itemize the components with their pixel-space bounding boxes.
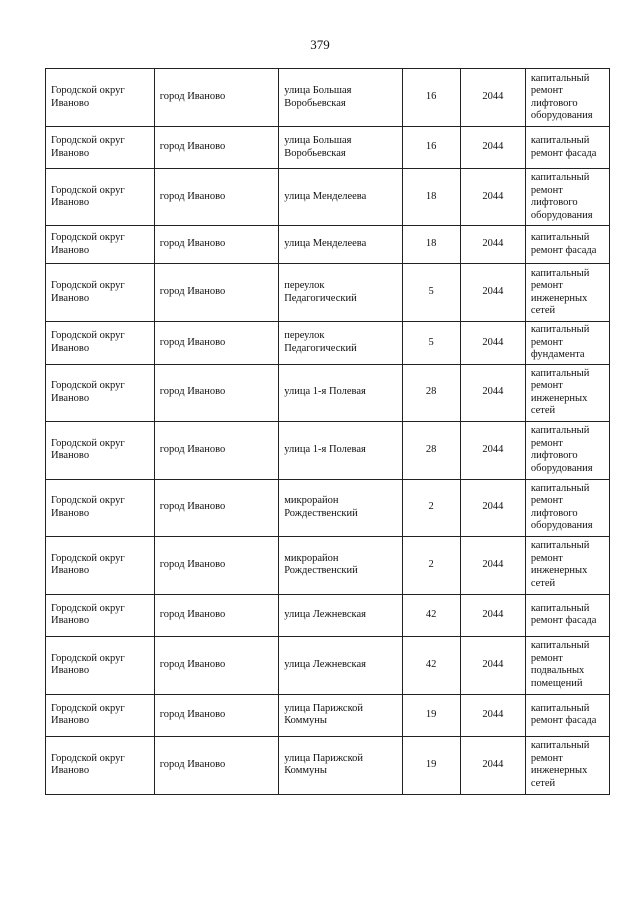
- street-cell: улица 1-я Полевая: [279, 421, 402, 479]
- city-cell: город Иваново: [154, 421, 278, 479]
- house-number-cell: 5: [402, 264, 460, 322]
- table-row: [46, 536, 610, 594]
- municipality-cell: Городской округ Иваново: [46, 594, 155, 636]
- house-number-cell: 42: [402, 594, 460, 636]
- municipality-cell: Городской округ Иваново: [46, 127, 155, 169]
- municipality-cell: Городской округ Иваново: [46, 169, 155, 226]
- municipality-cell: Городской округ Иваново: [46, 364, 155, 421]
- table-row: [46, 322, 610, 365]
- street-cell: улица Менделеева: [279, 226, 402, 264]
- city-cell: город Иваново: [154, 636, 278, 694]
- house-number-cell: 19: [402, 694, 460, 736]
- year-cell: 2044: [460, 636, 525, 694]
- city-cell: город Иваново: [154, 536, 278, 594]
- year-cell: 2044: [460, 364, 525, 421]
- year-cell: 2044: [460, 594, 525, 636]
- city-cell: город Иваново: [154, 694, 278, 736]
- house-number-cell: 28: [402, 364, 460, 421]
- table-row: [46, 594, 610, 636]
- house-number-cell: 18: [402, 169, 460, 226]
- municipality-cell: Городской округ Иваново: [46, 69, 155, 127]
- table-row: [46, 226, 610, 264]
- house-number-cell: 28: [402, 421, 460, 479]
- municipality-cell: Городской округ Иваново: [46, 421, 155, 479]
- municipality-cell: Городской округ Иваново: [46, 736, 155, 794]
- work-type-cell: капитальный ремонт подвальных помещений: [525, 636, 609, 694]
- work-type-cell: капитальный ремонт лифтового оборудования: [525, 421, 609, 479]
- municipality-cell: Городской округ Иваново: [46, 694, 155, 736]
- city-cell: город Иваново: [154, 322, 278, 365]
- street-cell: микрорайон Рождественский: [279, 479, 402, 536]
- year-cell: 2044: [460, 736, 525, 794]
- year-cell: 2044: [460, 536, 525, 594]
- city-cell: город Иваново: [154, 479, 278, 536]
- year-cell: 2044: [460, 694, 525, 736]
- house-number-cell: 16: [402, 69, 460, 127]
- city-cell: город Иваново: [154, 594, 278, 636]
- work-type-cell: капитальный ремонт инженерных сетей: [525, 736, 609, 794]
- table-row: [46, 636, 610, 694]
- municipality-cell: Городской округ Иваново: [46, 226, 155, 264]
- year-cell: 2044: [460, 69, 525, 127]
- table-row: [46, 264, 610, 322]
- street-cell: улица Менделеева: [279, 169, 402, 226]
- street-cell: микрорайон Рождественский: [279, 536, 402, 594]
- street-cell: улица Большая Воробьевская: [279, 127, 402, 169]
- work-type-cell: капитальный ремонт инженерных сетей: [525, 364, 609, 421]
- year-cell: 2044: [460, 421, 525, 479]
- city-cell: город Иваново: [154, 226, 278, 264]
- city-cell: город Иваново: [154, 264, 278, 322]
- table-body: [46, 69, 610, 795]
- table-row: [46, 694, 610, 736]
- house-number-cell: 19: [402, 736, 460, 794]
- house-number-cell: 2: [402, 536, 460, 594]
- work-type-cell: капитальный ремонт инженерных сетей: [525, 264, 609, 322]
- year-cell: 2044: [460, 127, 525, 169]
- street-cell: улица Лежневская: [279, 636, 402, 694]
- work-type-cell: капитальный ремонт инженерных сетей: [525, 536, 609, 594]
- year-cell: 2044: [460, 226, 525, 264]
- house-number-cell: 18: [402, 226, 460, 264]
- city-cell: город Иваново: [154, 169, 278, 226]
- page-number: 379: [310, 37, 330, 52]
- municipality-cell: Городской округ Иваново: [46, 536, 155, 594]
- street-cell: переулок Педагогический: [279, 322, 402, 365]
- municipality-cell: Городской округ Иваново: [46, 636, 155, 694]
- city-cell: город Иваново: [154, 69, 278, 127]
- house-number-cell: 5: [402, 322, 460, 365]
- year-cell: 2044: [460, 322, 525, 365]
- table-row: [46, 479, 610, 536]
- city-cell: город Иваново: [154, 364, 278, 421]
- municipality-cell: Городской округ Иваново: [46, 479, 155, 536]
- work-type-cell: капитальный ремонт фасада: [525, 127, 609, 169]
- table-row: [46, 169, 610, 226]
- work-type-cell: капитальный ремонт лифтового оборудования: [525, 479, 609, 536]
- street-cell: улица Лежневская: [279, 594, 402, 636]
- house-number-cell: 2: [402, 479, 460, 536]
- year-cell: 2044: [460, 264, 525, 322]
- repair-schedule-table: [45, 68, 610, 795]
- year-cell: 2044: [460, 169, 525, 226]
- work-type-cell: капитальный ремонт лифтового оборудования: [525, 69, 609, 127]
- house-number-cell: 16: [402, 127, 460, 169]
- city-cell: город Иваново: [154, 127, 278, 169]
- municipality-cell: Городской округ Иваново: [46, 264, 155, 322]
- work-type-cell: капитальный ремонт фасада: [525, 594, 609, 636]
- table-row: [46, 364, 610, 421]
- table-row: [46, 69, 610, 127]
- work-type-cell: капитальный ремонт фундамента: [525, 322, 609, 365]
- table-row: [46, 736, 610, 794]
- work-type-cell: капитальный ремонт фасада: [525, 694, 609, 736]
- work-type-cell: капитальный ремонт лифтового оборудования: [525, 169, 609, 226]
- year-cell: 2044: [460, 479, 525, 536]
- table-row: [46, 421, 610, 479]
- street-cell: улица 1-я Полевая: [279, 364, 402, 421]
- street-cell: переулок Педагогический: [279, 264, 402, 322]
- work-type-cell: капитальный ремонт фасада: [525, 226, 609, 264]
- city-cell: город Иваново: [154, 736, 278, 794]
- street-cell: улица Большая Воробьевская: [279, 69, 402, 127]
- table-row: [46, 127, 610, 169]
- house-number-cell: 42: [402, 636, 460, 694]
- street-cell: улица Парижской Коммуны: [279, 694, 402, 736]
- municipality-cell: Городской округ Иваново: [46, 322, 155, 365]
- street-cell: улица Парижской Коммуны: [279, 736, 402, 794]
